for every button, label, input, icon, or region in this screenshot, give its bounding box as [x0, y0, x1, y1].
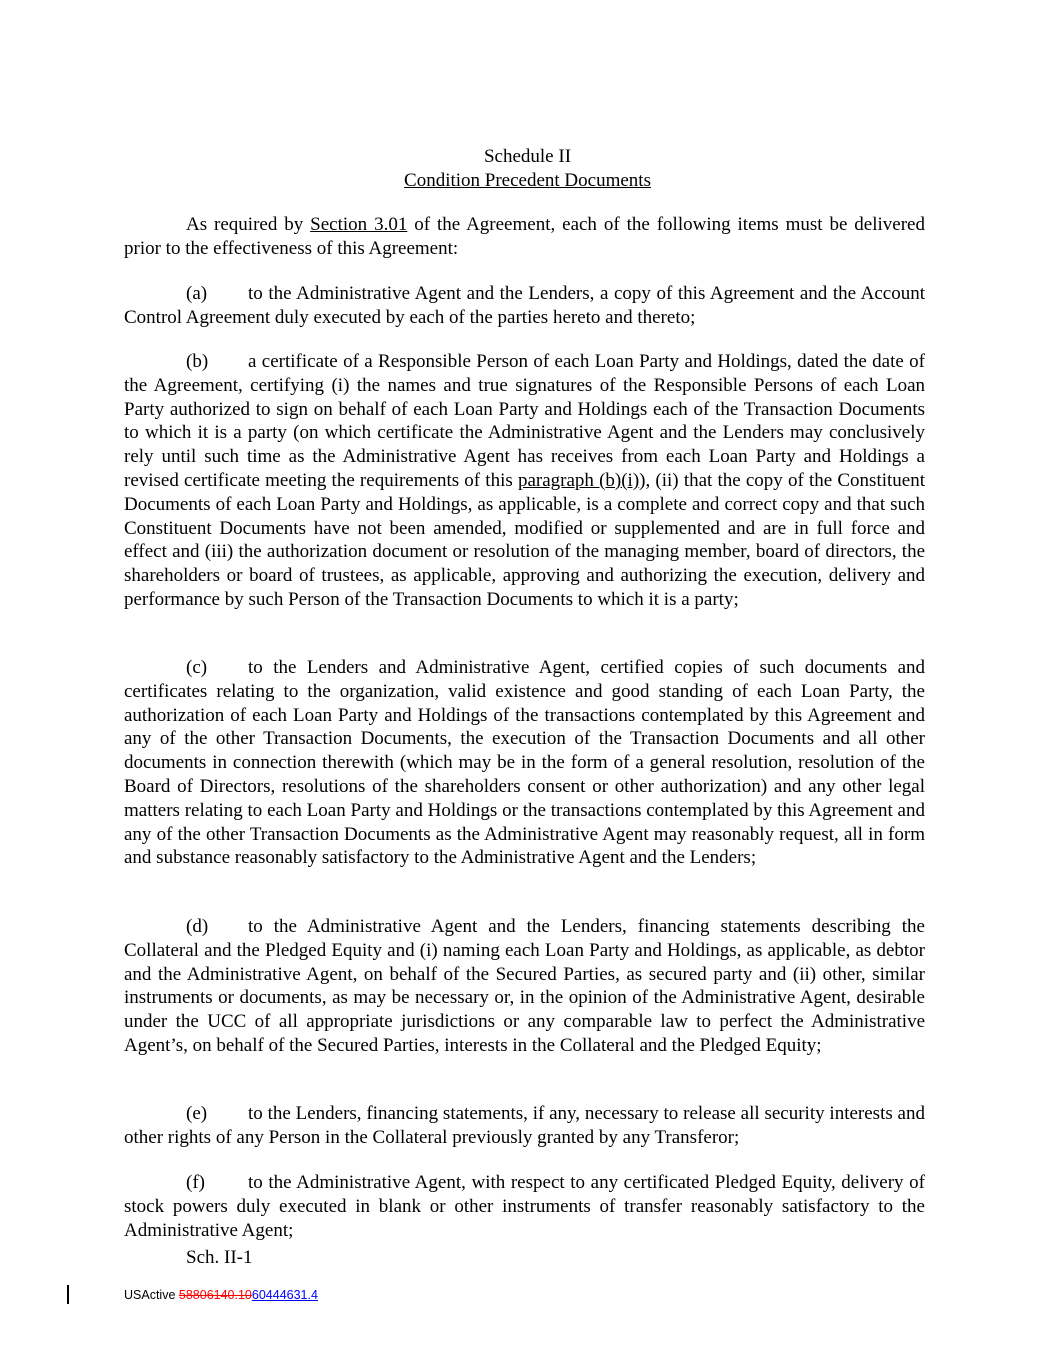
item-d-text: to the Administrative Agent and the Lenders, financing statements describing the Collateral and the Pledged Equity and (i) naming each Loan Party and Holdings, as applicable, as debtor and the Administrative Agent, on behalf of the Secured Parties, as secured party and (ii) other, similar instruments or documents, as may be necessary or, in the opinion of the Administrative Agent, desirable under the UCC of all appropriate jurisdictions or any comparable law to perfect the Administrative Agent’s, on behalf of the Secured Parties, interests in the Collateral and the Pledged Equity;	[124, 916, 925, 1056]
item-a-label: (a)	[186, 283, 208, 304]
deleted-document-id: 58806140.10	[178, 1288, 252, 1302]
item-d-label: (d)	[186, 916, 209, 937]
item-b-paragraph	[124, 350, 925, 612]
revision-change-bar	[67, 1285, 69, 1304]
intro-pre: As required by	[186, 214, 311, 235]
item-a-paragraph	[124, 282, 925, 330]
item-c-paragraph	[124, 656, 925, 870]
document-id-prefix: USActive	[124, 1288, 179, 1302]
item-b-text-pre: a certificate of a Responsible Person of each Loan Party and Holdings, dated the date of the Agreement, certifying (i) the names and true signatures of the Responsible Persons of each Loan Party authorized to sign on behalf of each Loan Party and Holdings each of the Transaction Documents to which it is a party (on which certificate the Administrative Agent and the Lenders may conclusively rely until such time as the Administrative Agent has receives from each Loan Party and Holdings a revised certificate meeting the requirements of this	[124, 351, 925, 491]
item-c-text: to the Lenders and Administrative Agent, certified copies of such documents and certificates relating to the organization, valid existence and good standing of each Loan Party, the authorization of each Loan Party and Holdings of the transactions contemplated by this Agreement and any of the other Transaction Documents, the execution of the Transaction Documents and all other documents in connection therewith (which may be in the form of a general resolution, resolution of the Board of Directors, resolutions of the shareholders consent or other authorization) and any other legal matters relating to each Loan Party and Holdings or the transactions contemplated by this Agreement and any of the other Transaction Documents as the Administrative Agent may reasonably request, all in form and substance reasonably satisfactory to the Administrative Agent and the Lenders;	[124, 657, 925, 869]
schedule-subtitle	[0, 169, 1055, 193]
item-f-paragraph	[124, 1171, 925, 1242]
item-b-text-post: ), (ii) that the copy of the Constituent Documents of each Loan Party and Holdings, as applicable, is a complete and correct copy and that such Constituent Documents have not been amended, modified or supplemented and are in full force and effect and (iii) the authorization document or resolution of the managing member, board of directors, the shareholders or board of trustees, as applicable, approving and authorizing the execution, delivery and performance by such Person of the Transaction Documents to which it is a party;	[124, 469, 925, 610]
schedule-title: Schedule II	[483, 146, 572, 167]
intro-post: of the Agreement, each of the following items must be delivered prior to the effectiveness of this Agreement:	[124, 214, 925, 259]
item-c-label: (c)	[186, 657, 208, 678]
paragraph-reference-link[interactable]: paragraph (b)(i)	[517, 469, 640, 491]
item-b-label: (b)	[186, 351, 209, 372]
intro-paragraph	[124, 213, 925, 261]
item-e-label: (e)	[186, 1103, 208, 1124]
item-f-text: to the Administrative Agent, with respect to any certificated Pledged Equity, delivery of stock powers duly executed in blank or other instruments of transfer reasonably satisfactory to the Administrative Agent;	[124, 1172, 925, 1241]
item-f-label: (f)	[186, 1172, 205, 1193]
inserted-document-id: 60444631.4	[251, 1288, 318, 1302]
document-id	[124, 1287, 318, 1303]
schedule-subtitle-text: Condition Precedent Documents	[404, 170, 651, 191]
section-reference-link[interactable]: Section 3.01	[310, 214, 408, 235]
item-e-text: to the Lenders, financing statements, if any, necessary to release all security interests and other rights of any Person in the Collateral previously granted by any Transferor;	[124, 1103, 925, 1148]
page-number: Sch. II-1	[186, 1247, 253, 1268]
item-d-paragraph	[124, 915, 925, 1058]
item-e-paragraph	[124, 1102, 925, 1150]
item-a-text: to the Administrative Agent and the Lenders, a copy of this Agreement and the Account Control Agreement duly executed by each of the parties hereto and thereto;	[124, 283, 925, 328]
